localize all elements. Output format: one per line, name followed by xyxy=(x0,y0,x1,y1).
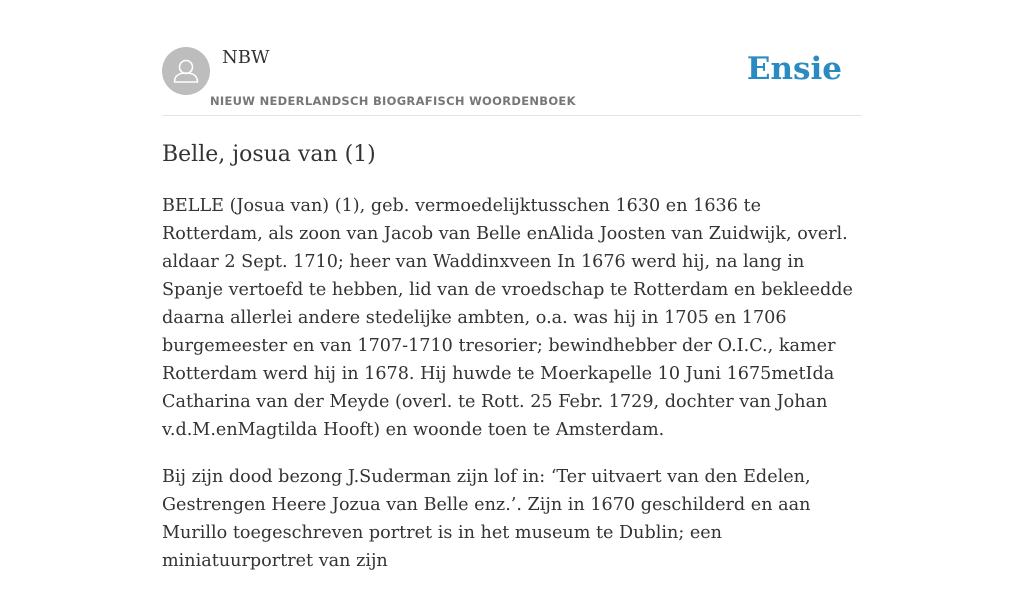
source-header xyxy=(162,0,862,116)
user-icon xyxy=(162,47,210,95)
article-title: Belle, josua van (1) xyxy=(162,142,376,167)
article-paragraph-2: Bij zijn dood bezong J.Suderman zijn lof in: ‘Ter uitvaert van den Edelen, Gestrengen Heere Jozua van Belle enz.’. Zijn in 1670 geschilderd en aan Murillo toegeschreven portret is in het museum te Dublin; een miniatuurportret van zijn xyxy=(162,467,811,571)
source-abbreviation[interactable]: NBW xyxy=(222,47,270,68)
article-body xyxy=(162,192,862,594)
content-container xyxy=(162,0,862,571)
ensie-logo[interactable]: Ensie xyxy=(746,51,842,87)
source-full-name[interactable]: NIEUW NEDERLANDSCH BIOGRAFISCH WOORDENBOEK xyxy=(210,94,576,108)
article-paragraph-1: BELLE (Josua van) (1), geb. vermoedelijktusschen 1630 en 1636 te Rotterdam, als zoon van Jacob van Belle enAlida Joosten van Zuidwijk, overl. aldaar 2 Sept. 1710; heer van Waddinxveen In 1676 werd hij, na lang in Spanje vertoefd te hebben, lid van de vroedschap te Rotterdam en bekleedde daarna allerlei andere stedelijke ambten, o.a. was hij in 1705 en 1706 burgemeester en van 1707-1710 tresorier; bewindhebber der O.I.C., kamer Rotterdam werd hij in 1678. Hij huwde te Moerkapelle 10 Juni 1675metIda Catharina van der Meyde (overl. te Rott. 25 Febr. 1729, dochter van Johan v.d.M.enMagtilda Hooft) en woonde toen te Amsterdam. xyxy=(162,196,853,440)
source-avatar[interactable] xyxy=(162,47,210,95)
